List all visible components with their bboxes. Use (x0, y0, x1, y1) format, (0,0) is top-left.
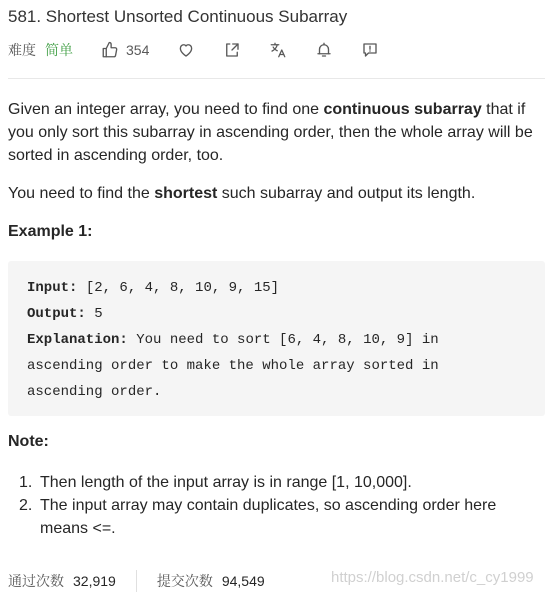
heart-icon (177, 41, 195, 59)
explanation-line: ascending order to make the whole array sorted in (27, 358, 439, 374)
input-label: Input: (27, 280, 78, 296)
stats-footer (8, 570, 265, 592)
translate-button[interactable] (269, 41, 287, 59)
description-paragraph: You need to find the shortest such subarray and output its length. (8, 185, 476, 202)
note-list (19, 471, 545, 540)
watermark: https://blog.csdn.net/c_cy1999 (331, 569, 534, 586)
explanation-label: Explanation: (27, 332, 128, 348)
thumbs-up-icon (101, 41, 119, 59)
example-code (27, 275, 439, 405)
problem-meta-bar (8, 39, 407, 61)
problem-description (8, 98, 553, 220)
favorite-button[interactable] (177, 41, 195, 59)
bell-icon (315, 41, 333, 59)
share-button[interactable] (223, 41, 241, 59)
like-count: 354 (126, 42, 150, 58)
emphasis-text: shortest (154, 185, 218, 202)
explanation-line: You need to sort [6, 4, 8, 10, 9] in (127, 332, 439, 348)
footer-divider (136, 570, 137, 592)
list-item-text: The input array may contain duplicates, so ascending order here means <=. (40, 497, 497, 537)
explanation-line: ascending order. (27, 384, 162, 400)
header-divider (8, 78, 545, 79)
accepted-label: 通过次数 (8, 573, 64, 589)
output-label: Output: (27, 306, 86, 322)
list-item (19, 471, 545, 494)
feedback-button[interactable] (361, 41, 379, 59)
submissions-count: 94,549 (221, 573, 265, 589)
submissions-label: 提交次数 (156, 573, 213, 589)
list-item-number: 1. (19, 474, 33, 491)
description-paragraph: Given an integer array, you need to find one continuous subarray that if you only sort this subarray in ascending order, then the whole array will be sorted in ascending order, too. (8, 101, 533, 164)
list-item (19, 494, 545, 540)
list-item-text: Then length of the input array is in range [1, 10,000]. (40, 474, 412, 491)
translate-icon (269, 41, 287, 59)
like-button[interactable] (101, 41, 149, 59)
example-code-block (8, 261, 545, 416)
feedback-icon (361, 41, 379, 59)
subscribe-button[interactable] (315, 41, 333, 59)
example-heading: Example 1: (8, 223, 93, 240)
list-item-number: 2. (19, 497, 33, 514)
share-icon (223, 41, 241, 59)
difficulty-label: 难度 (8, 42, 36, 58)
emphasis-text: continuous subarray (323, 101, 482, 118)
input-value: [2, 6, 4, 8, 10, 9, 15] (77, 280, 280, 296)
note-heading: Note: (8, 433, 49, 450)
accepted-count: 32,919 (73, 573, 116, 589)
output-value: 5 (85, 306, 103, 322)
page-title: 581. Shortest Unsorted Continuous Subarray (8, 7, 348, 26)
difficulty-badge: 简单 (45, 42, 73, 58)
